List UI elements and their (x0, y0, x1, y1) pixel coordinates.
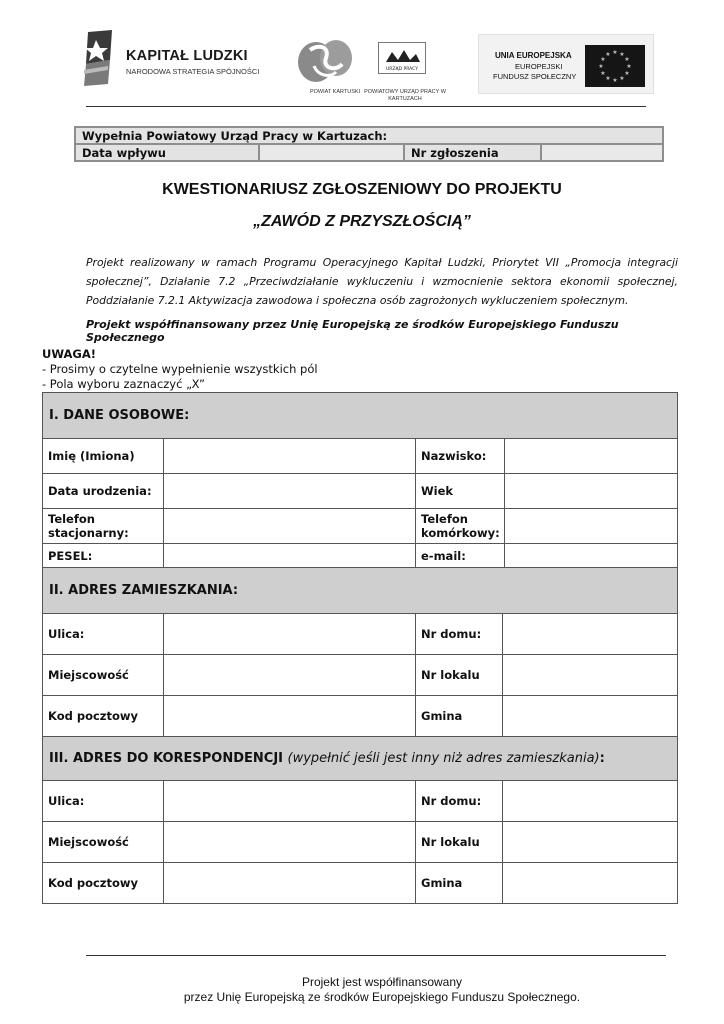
urzad-pracy-logo-text: URZĄD PRACY (386, 67, 418, 72)
cofinancing-statement: Projekt współfinansowany przez Unię Europejską ze środków Europejskiego Funduszu Społecznego (86, 318, 619, 344)
municipality-label: Gmina (416, 696, 503, 737)
eu-flag-icon (585, 45, 645, 87)
powiat-kartuski-caption: POWIAT KARTUSKI (309, 89, 361, 95)
apartment-number-field[interactable] (503, 655, 678, 696)
date-received-field[interactable] (259, 144, 404, 161)
svg-text:★: ★ (619, 75, 625, 82)
residence-address-table (42, 567, 678, 737)
section-1-title: I. DANE OSOBOWE: (43, 393, 678, 439)
kapital-ludzki-logo (82, 30, 262, 90)
eu-line1: UNIA EUROPEJSKA (495, 51, 572, 60)
corr-postal-code-field[interactable] (164, 863, 416, 904)
email-field[interactable] (505, 544, 678, 568)
eu-line3: FUNDUSZ SPOŁECZNY (493, 72, 577, 81)
section-3-hint: (wypełnić jeśli jest inny niż adres zamieszkania) (287, 751, 600, 766)
submission-number-label: Nr zgłoszenia (404, 144, 541, 161)
urzad-pracy-logo-icon (378, 42, 426, 74)
eu-efs-logo (478, 34, 654, 94)
corr-municipality-field[interactable] (503, 863, 678, 904)
footer-line-2: przez Unię Europejską ze środków Europejskiego Funduszu Społecznego. (183, 990, 581, 1004)
city-field[interactable] (164, 655, 416, 696)
svg-text:★: ★ (624, 56, 630, 63)
last-name-field[interactable] (505, 439, 678, 474)
svg-text:★: ★ (605, 75, 611, 82)
city-label: Miejscowość (43, 655, 164, 696)
last-name-label: Nazwisko: (416, 439, 505, 474)
date-received-label: Data wpływu (75, 144, 259, 161)
landline-phone-field[interactable] (164, 509, 416, 544)
header-rule (86, 106, 646, 107)
eu-line2: EUROPEJSKI (515, 62, 563, 71)
house-number-field[interactable] (503, 614, 678, 655)
svg-text:★: ★ (600, 70, 606, 77)
age-field[interactable] (505, 474, 678, 509)
section-3-title (43, 737, 678, 781)
kapital-ludzki-emblem-icon (82, 30, 116, 86)
birth-date-label: Data urodzenia: (43, 474, 164, 509)
street-field[interactable] (164, 614, 416, 655)
corr-city-label: Miejscowość (43, 822, 164, 863)
svg-text:★: ★ (605, 51, 611, 58)
svg-text:★: ★ (612, 77, 618, 84)
corr-postal-code-label: Kod pocztowy (43, 863, 164, 904)
section-2-title: II. ADRES ZAMIESZKANIA: (43, 568, 678, 614)
note-line-1: - Prosimy o czytelne wypełnienie wszystkich pól (42, 362, 318, 376)
instructions-note (42, 347, 318, 392)
svg-text:★: ★ (612, 49, 618, 56)
correspondence-address-table (42, 736, 678, 904)
corr-apartment-number-label: Nr lokalu (416, 822, 503, 863)
header-logos (0, 0, 724, 112)
kapital-ludzki-subtitle: NARODOWA STRATEGIA SPÓJNOŚCI (126, 67, 260, 76)
svg-text:★: ★ (626, 63, 632, 70)
postal-code-label: Kod pocztowy (43, 696, 164, 737)
footer-line-1: Projekt jest współfinansowany (301, 975, 463, 989)
form-title: KWESTIONARIUSZ ZGŁOSZENIOWY DO PROJEKTU (162, 181, 562, 198)
office-use-box (74, 126, 664, 162)
powiat-kartuski-logo-icon (296, 36, 356, 86)
note-heading: UWAGA! (42, 347, 96, 361)
urzad-pracy-caption: POWIATOWY URZĄD PRACY W KARTUZACH (364, 89, 446, 102)
house-number-label: Nr domu: (416, 614, 503, 655)
mobile-phone-field[interactable] (505, 509, 678, 544)
svg-text:★: ★ (600, 56, 606, 63)
corr-street-label: Ulica: (43, 781, 164, 822)
project-name: „ZAWÓD Z PRZYSZŁOŚCIĄ” (253, 213, 471, 230)
corr-house-number-field[interactable] (503, 781, 678, 822)
apartment-number-label: Nr lokalu (416, 655, 503, 696)
municipality-field[interactable] (503, 696, 678, 737)
mobile-phone-label: Telefon komórkowy: (416, 509, 505, 544)
section-3-title-text: III. ADRES DO KORESPONDENCJI (49, 751, 283, 766)
kapital-ludzki-title: KAPITAŁ LUDZKI (126, 48, 248, 64)
pesel-field[interactable] (164, 544, 416, 568)
personal-data-table (42, 392, 678, 568)
corr-street-field[interactable] (164, 781, 416, 822)
footer (0, 975, 724, 1005)
postal-code-field[interactable] (164, 696, 416, 737)
svg-text:★: ★ (619, 51, 625, 58)
birth-date-field[interactable] (164, 474, 416, 509)
street-label: Ulica: (43, 614, 164, 655)
age-label: Wiek (416, 474, 505, 509)
landline-phone-label: Telefon stacjonarny: (43, 509, 164, 544)
corr-municipality-label: Gmina (416, 863, 503, 904)
svg-text:★: ★ (624, 70, 630, 77)
corr-house-number-label: Nr domu: (416, 781, 503, 822)
corr-apartment-number-field[interactable] (503, 822, 678, 863)
first-name-field[interactable] (164, 439, 416, 474)
section-3-suffix: : (599, 751, 605, 766)
footer-rule (86, 955, 666, 956)
svg-text:★: ★ (598, 63, 604, 70)
office-use-heading: Wypełnia Powiatowy Urząd Pracy w Kartuzach: (75, 127, 663, 144)
first-name-label: Imię (Imiona) (43, 439, 164, 474)
email-label: e-mail: (416, 544, 505, 568)
note-line-2: - Pola wyboru zaznaczyć „X” (42, 377, 205, 391)
project-description: Projekt realizowany w ramach Programu Operacyjnego Kapitał Ludzki, Priorytet VII „Promocja integracji społecznej”, Działanie 7.2 „Przeciwdziałanie wykluczeniu i wzmocnienie sektora ekonomii społecznej, Poddziałanie 7.2.1 Aktywizacja zawodowa i społeczna osób zagrożonych wykluczeniem społecznym. (86, 256, 678, 307)
submission-number-field[interactable] (541, 144, 663, 161)
pesel-label: PESEL: (43, 544, 164, 568)
corr-city-field[interactable] (164, 822, 416, 863)
